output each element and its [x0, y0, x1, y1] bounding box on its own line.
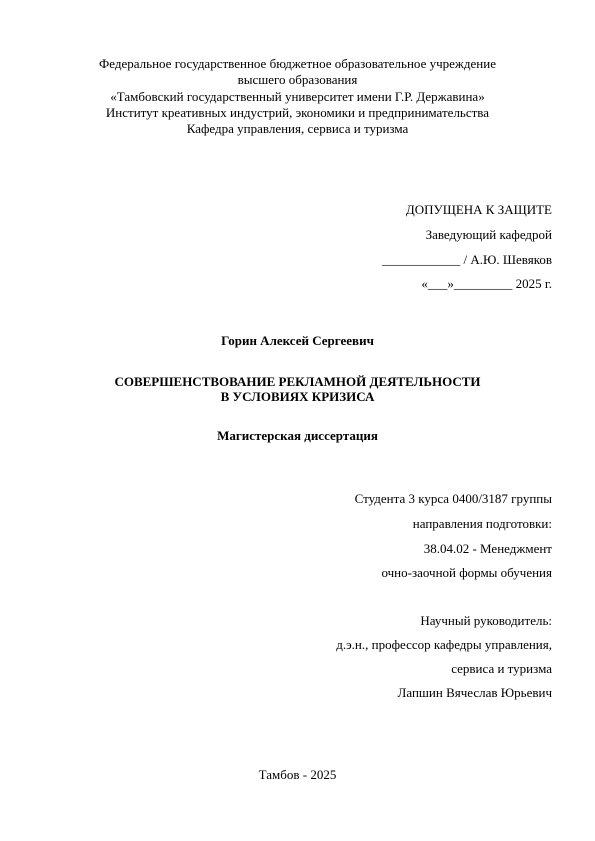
- institution-header-line-2: высшего образования: [237, 72, 358, 87]
- institute-name: Институт креативных индустрий, экономики и предпринимательства: [105, 105, 490, 120]
- approval-date: «___»_________ 2025 г.: [421, 276, 552, 291]
- student-info-line-4: очно-заочной формы обучения: [381, 565, 552, 580]
- university-name: «Тамбовский государственный университет имени Г.Р. Державина»: [110, 89, 485, 104]
- approval-role: Заведующий кафедрой: [425, 227, 552, 242]
- department-name: Кафедра управления, сервиса и туризма: [186, 121, 409, 136]
- author-name: Горин Алексей Сергеевич: [221, 333, 374, 348]
- supervisor-label: Научный руководитель:: [420, 613, 552, 628]
- approval-title: ДОПУЩЕНА К ЗАЩИТЕ: [405, 202, 552, 217]
- thesis-title-line-2: В УСЛОВИЯХ КРИЗИСА: [220, 389, 375, 404]
- student-info-line-3: 38.04.02 - Менеджмент: [423, 541, 552, 556]
- approval-signature: ____________ / А.Ю. Шевяков: [382, 252, 552, 267]
- student-info-line-1: Студента 3 курса 0400/3187 группы: [354, 491, 552, 506]
- supervisor-title-line-1: д.э.н., профессор кафедры управления,: [336, 637, 552, 652]
- supervisor-title-line-2: сервиса и туризма: [451, 661, 552, 676]
- student-info-line-2: направления подготовки:: [412, 516, 552, 531]
- city-year-footer: Тамбов - 2025: [258, 767, 337, 782]
- thesis-type: Магистерская диссертация: [217, 428, 378, 443]
- institution-header-line-1: Федеральное государственное бюджетное образовательное учреждение: [99, 56, 496, 71]
- supervisor-name: Лапшин Вячеслав Юрьевич: [397, 685, 552, 700]
- thesis-title-line-1: СОВЕРШЕНСТВОВАНИЕ РЕКЛАМНОЙ ДЕЯТЕЛЬНОСТИ: [114, 374, 481, 389]
